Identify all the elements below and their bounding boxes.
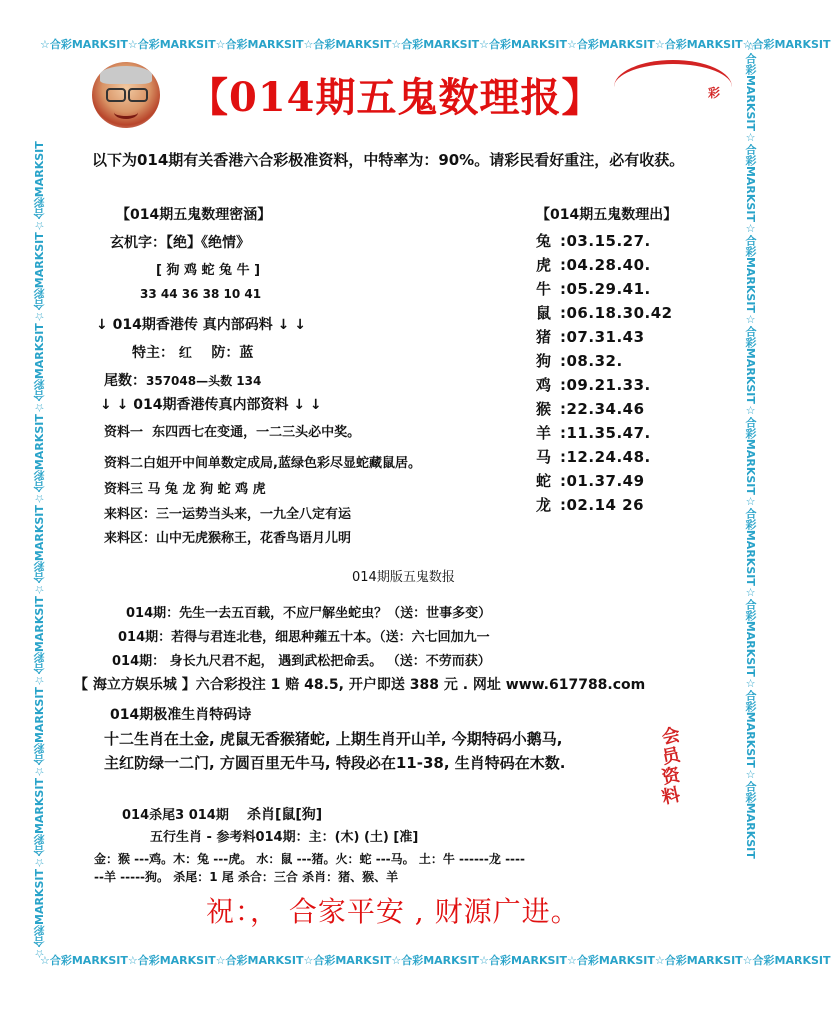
ziliao-1 [104,421,360,440]
laiyuan-1: 来料区：三一运势当头来，一九全八定有运 [104,507,352,522]
numbers-line: 33 44 36 38 10 41 [140,287,262,301]
zodiac-animal: 马 [536,448,552,466]
zodiac-numbers: :12.24.48. [560,448,651,466]
zodiac-numbers: :01.37.49 [560,472,645,490]
arrow-down-icon: ↓ ↓ [277,317,306,333]
kill-line-1 [122,804,322,824]
kill-line-4: --羊 -----狗。 杀尾：1 尾 杀合：三合 杀肖：猪、猴、羊 [94,870,399,884]
zodiac-animal: 龙 [536,496,552,514]
zodiac-row [536,278,651,299]
zodiac-numbers: :11.35.47. [560,424,651,442]
left-header: 【014期五鬼数理密涵】 [116,207,272,223]
page-title: 【014期五鬼数理报】 [188,74,603,121]
zodiac-animal: 蛇 [536,472,552,490]
ziliao-1-label: 资料一 [104,425,144,440]
zodiac-numbers: :02.14 26 [560,496,645,514]
tezhu-line [132,342,253,362]
weishu-line [104,370,261,390]
hk-title-1-text: 014期香港传 真内部码料 [112,317,273,333]
border-top-pattern: ☆合彩MARKSIT☆合彩MARKSIT☆合彩MARKSIT☆合彩MARKSIT☆合彩MARKSIT☆合彩MARKSIT☆合彩MARKSIT☆合彩MARKSIT☆合彩MARKSIT [40,38,831,51]
intro-text: 以下为014期有关香港六合彩极准资料，中特率为：90%。请彩民看好重注，必有收获。 [92,151,685,169]
zodiac-row [536,350,623,371]
zodiac-animal: 鼠 [536,304,552,322]
section2-title: 014期版五鬼数报 [352,570,455,585]
zodiac-animal: 鸡 [536,376,552,394]
zodiac-row [536,326,645,347]
zodiac-numbers: :07.31.43 [560,328,645,346]
arrow-down-icon: ↓ ↓ [293,397,322,413]
section2-line-2: 014期：若得与君连北巷，细思种蕹五十本。（送：六七回加九一 [118,630,490,645]
ziliao-3: 资料三 马 兔 龙 狗 蛇 鸡 虎 [104,482,266,497]
fang-label: 防： [211,345,240,361]
zodiac-animal: 牛 [536,280,552,298]
zodiac-animal: 虎 [536,256,552,274]
kill-line-2: 五行生肖 - 参考料014期：主：(木) (土) [准] [150,830,419,845]
zodiac-row [536,230,651,251]
zodiac-row [536,470,645,491]
right-header: 【014期五鬼数理出】 [536,207,678,223]
fang-value: 蓝 [239,345,254,361]
kill-zodiac-text: 杀肖[鼠[狗] [246,807,323,823]
hk-title-2 [100,394,322,414]
weishu-label: 尾数： [104,373,146,389]
seal-text: 彩 [708,86,721,100]
zodiac-numbers: :06.18.30.42 [560,304,673,322]
zodiac-animal: 猴 [536,400,552,418]
hk-title-1 [96,314,306,334]
zodiac-numbers: :22.34.46 [560,400,645,418]
hk-title-2-text: 014期香港传真内部资料 [133,397,289,413]
border-right-pattern: ☆合彩MARKSIT☆合彩MARKSIT☆合彩MARKSIT☆合彩MARKSIT☆合彩MARKSIT☆合彩MARKSIT☆合彩MARKSIT☆合彩MARKSIT☆合彩MARKSIT [744,40,757,859]
advert-banner: 【 海立方娱乐城 】六合彩投注 1 赔 48.5, 开户即送 388 元 . 网址 www.617788.com [74,677,646,693]
zodiac-numbers: :09.21.33. [560,376,651,394]
ziliao-2: 资料二白姐开中间单数定成局,蓝绿色彩尽显蛇藏鼠居。 [104,456,421,471]
poem-line-1: 十二生肖在土金, 虎鼠无香猴猪蛇, 上期生肖开山羊, 今期特码小鹅马, [104,730,563,748]
zodiac-row [536,494,644,515]
animals-line: [ 狗 鸡 蛇 兔 牛 ] [156,263,261,278]
zodiac-row [536,398,645,419]
zodiac-row [536,422,651,443]
weishu-value: 357048 [146,374,197,388]
poem-line-2: 主红防绿一二门, 方圆百里无牛马, 特段必在11-38, 生肖特码在木数. [104,754,566,772]
arrow-down-icon: ↓ [96,317,108,333]
author-avatar [92,62,160,128]
border-left-pattern: ☆合彩MARKSIT☆合彩MARKSIT☆合彩MARKSIT☆合彩MARKSIT☆合彩MARKSIT☆合彩MARKSIT☆合彩MARKSIT☆合彩MARKSIT☆合彩MARKSIT [33,141,46,960]
zodiac-animal: 兔 [536,232,552,250]
zodiac-row [536,446,651,467]
member-data-stamp: 会 员 资 料 [662,726,690,830]
section2-line-1: 014期：先生一去五百载，不应尸解坐蛇虫？（送：世事多变） [126,606,492,621]
zodiac-numbers: :05.29.41. [560,280,651,298]
laiyuan-2: 来料区：山中无虎猴称王，花香鸟语月儿明 [104,531,352,546]
tezhu-value: 红 [178,346,192,361]
zodiac-numbers: :04.28.40. [560,256,651,274]
section2-line-3: 014期： 身长九尺君不起， 遇到武松把命丢。 （送：不劳而获） [112,654,491,669]
zodiac-row [536,302,673,323]
tezhu-label: 特主： [132,345,174,361]
kill-tail-text: 014杀尾3 014期 [122,808,229,823]
zodiac-animal: 猪 [536,328,552,346]
zodiac-row [536,374,651,395]
xuanji-line: 玄机字：【绝】《绝情》 [110,235,250,251]
ziliao-1-text: 东四西七在变通，一二三头必中奖。 [152,425,361,440]
blessing-text: 祝：， 合家平安 , 财源广进。 [206,895,580,928]
border-bottom-pattern: ☆合彩MARKSIT☆合彩MARKSIT☆合彩MARKSIT☆合彩MARKSIT☆合彩MARKSIT☆合彩MARKSIT☆合彩MARKSIT☆合彩MARKSIT☆合彩MARKSIT [40,954,831,967]
zodiac-animal: 羊 [536,424,552,442]
kill-line-3: 金：猴 ---鸡。木：兔 ---虎。 水：鼠 ---猪。火：蛇 ---马。 土：牛 ------龙 ---- [94,852,525,866]
poem-title: 014期极准生肖特码诗 [110,707,252,723]
arrow-down-icon: ↓ ↓ [100,397,129,413]
toushu-text: —头数 134 [196,374,262,388]
zodiac-numbers: :03.15.27. [560,232,651,250]
zodiac-animal: 狗 [536,352,552,370]
zodiac-numbers: :08.32. [560,352,623,370]
zodiac-row [536,254,651,275]
